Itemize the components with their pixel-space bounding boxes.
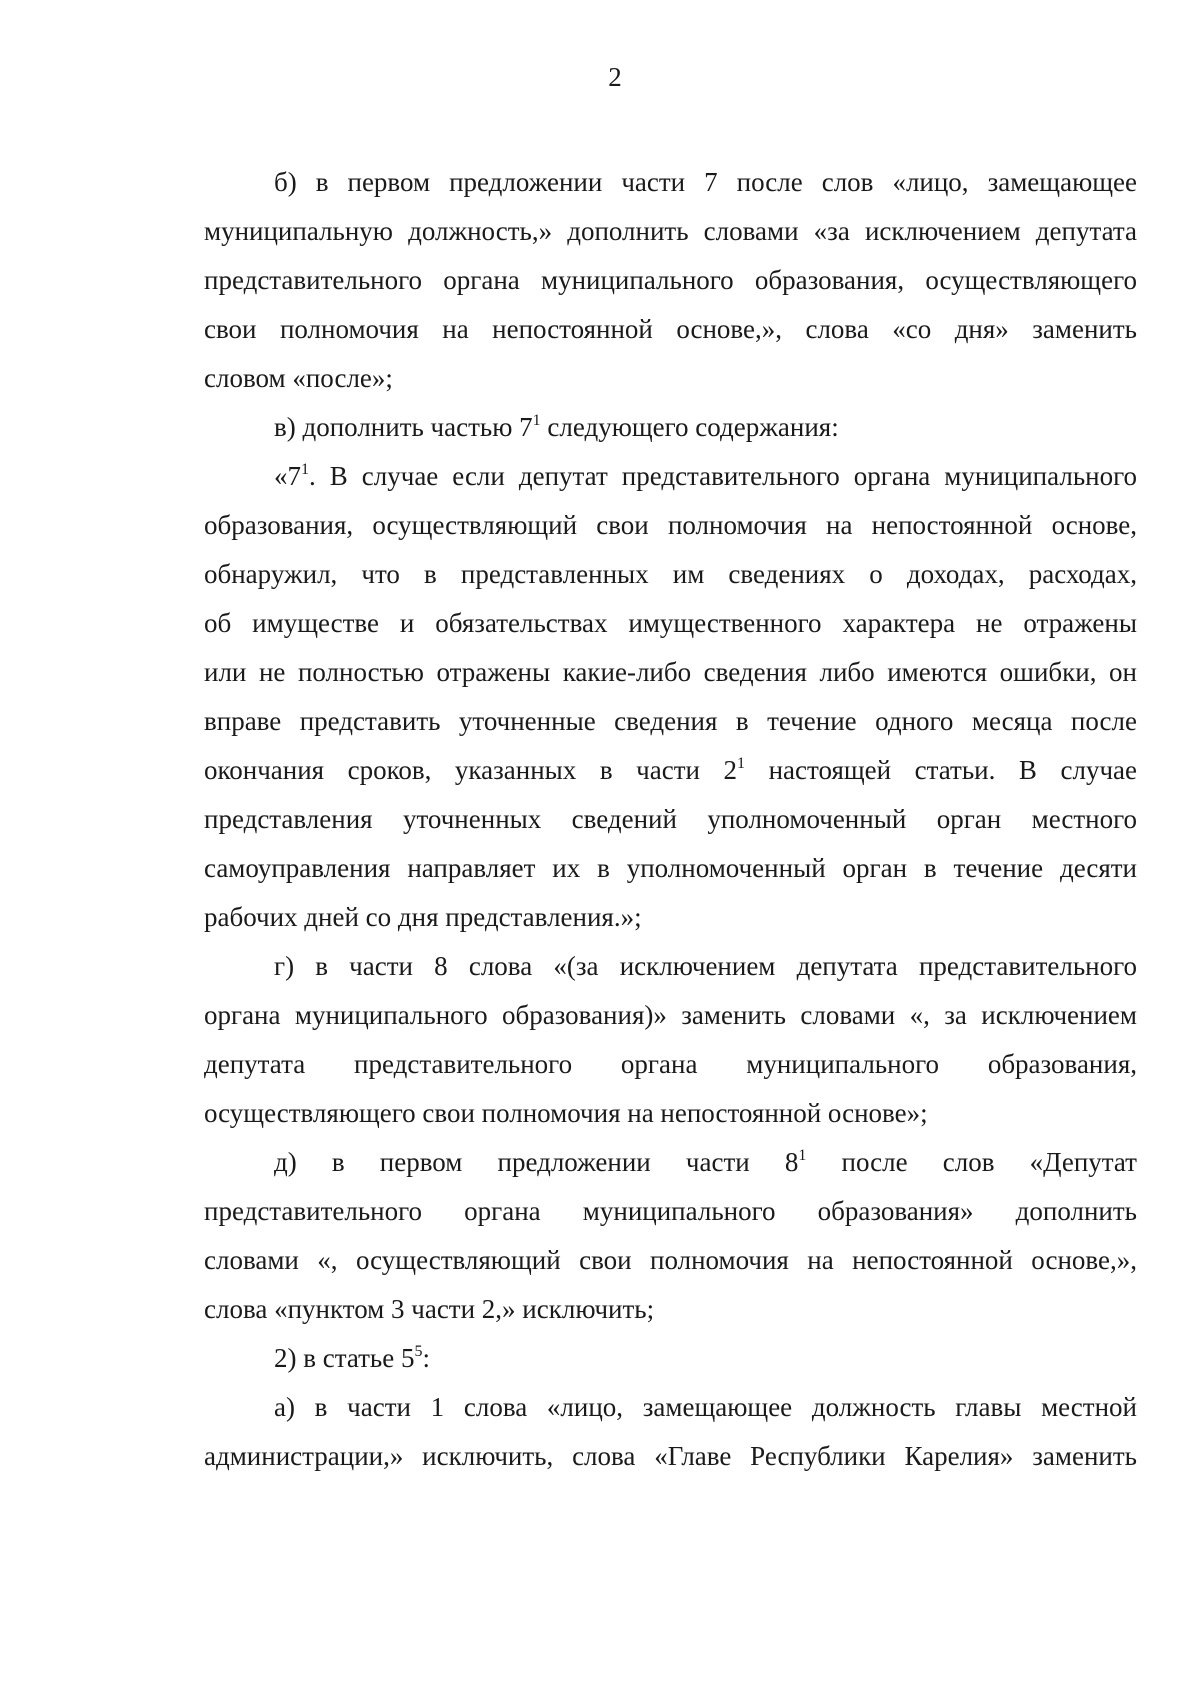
text-fragment: : bbox=[422, 1343, 430, 1373]
text-line: об имуществе и обязательствах имущественного характера не отражены bbox=[204, 608, 1137, 638]
superscript: 1 bbox=[301, 461, 309, 478]
text-fragment: окончания сроков, указанных в части 2 bbox=[204, 755, 738, 785]
page-number: 2 bbox=[608, 62, 622, 92]
text-line bbox=[204, 746, 1137, 795]
text-line: г) в части 8 слова «(за исключением депутата представительного bbox=[274, 951, 1137, 981]
text-line: представительного органа муниципального образования» дополнить bbox=[204, 1196, 1137, 1226]
text-fragment: 2) в статье 5 bbox=[274, 1343, 415, 1373]
text-line: осуществляющего свои полномочия на непостоянной основе»; bbox=[204, 1098, 928, 1128]
text-fragment: «7 bbox=[274, 461, 301, 491]
superscript: 1 bbox=[798, 1147, 807, 1164]
text-line bbox=[204, 1138, 1137, 1187]
paragraph-b bbox=[204, 158, 1137, 403]
text-line: свои полномочия на непостоянной основе,», слова «со дня» заменить bbox=[204, 314, 1137, 344]
document-body bbox=[204, 158, 1137, 1481]
text-fragment: д) в первом предложении части 8 bbox=[274, 1147, 799, 1177]
text-line: образования, осуществляющий свои полномочия на непостоянной основе, bbox=[204, 510, 1137, 540]
paragraph-a bbox=[204, 1383, 1137, 1481]
paragraph-d bbox=[204, 1138, 1137, 1334]
superscript: 1 bbox=[737, 755, 746, 772]
text-fragment: следующего содержания: bbox=[540, 412, 839, 442]
text-line: муниципальную должность,» дополнить словами «за исключением депутата bbox=[204, 216, 1137, 246]
text-fragment: . В случае если депутат представительного органа муниципального bbox=[309, 461, 1137, 491]
text-line: представительного органа муниципального образования, осуществляющего bbox=[204, 265, 1137, 295]
text-line: словом «после»; bbox=[204, 363, 393, 393]
text-line: представления уточненных сведений уполномоченный орган местного bbox=[204, 804, 1137, 834]
text-line bbox=[204, 403, 1137, 452]
text-fragment: после слов «Депутат bbox=[806, 1147, 1137, 1177]
paragraph-g bbox=[204, 942, 1137, 1138]
text-line bbox=[204, 1334, 1137, 1383]
paragraph-item-2 bbox=[204, 1334, 1137, 1383]
text-line: самоуправления направляет их в уполномоченный орган в течение десяти bbox=[204, 853, 1137, 883]
text-fragment: настоящей статьи. В случае bbox=[745, 755, 1137, 785]
text-line: б) в первом предложении части 7 после слов «лицо, замещающее bbox=[274, 167, 1137, 197]
text-fragment: в) дополнить частью 7 bbox=[274, 412, 533, 442]
text-line: словами «, осуществляющий свои полномочия на непостоянной основе,», bbox=[204, 1245, 1137, 1275]
text-line: обнаружил, что в представленных им сведениях о доходах, расходах, bbox=[204, 559, 1137, 589]
text-line: вправе представить уточненные сведения в течение одного месяца после bbox=[204, 706, 1137, 736]
text-line: или не полностью отражены какие-либо сведения либо имеются ошибки, он bbox=[204, 657, 1137, 687]
text-line: рабочих дней со дня представления.»; bbox=[204, 902, 642, 932]
text-line: органа муниципального образования)» заменить словами «, за исключением bbox=[204, 1000, 1137, 1030]
text-line: депутата представительного органа муниципального образования, bbox=[204, 1049, 1137, 1079]
paragraph-quote-7-1 bbox=[204, 452, 1137, 942]
text-line: администрации,» исключить, слова «Главе Республики Карелия» заменить bbox=[204, 1441, 1137, 1471]
superscript: 5 bbox=[414, 1343, 423, 1360]
text-line: слова «пунктом 3 части 2,» исключить; bbox=[204, 1294, 655, 1324]
text-line bbox=[204, 452, 1137, 501]
text-line: а) в части 1 слова «лицо, замещающее должность главы местной bbox=[274, 1392, 1137, 1422]
paragraph-v bbox=[204, 403, 1137, 452]
superscript: 1 bbox=[532, 412, 541, 429]
